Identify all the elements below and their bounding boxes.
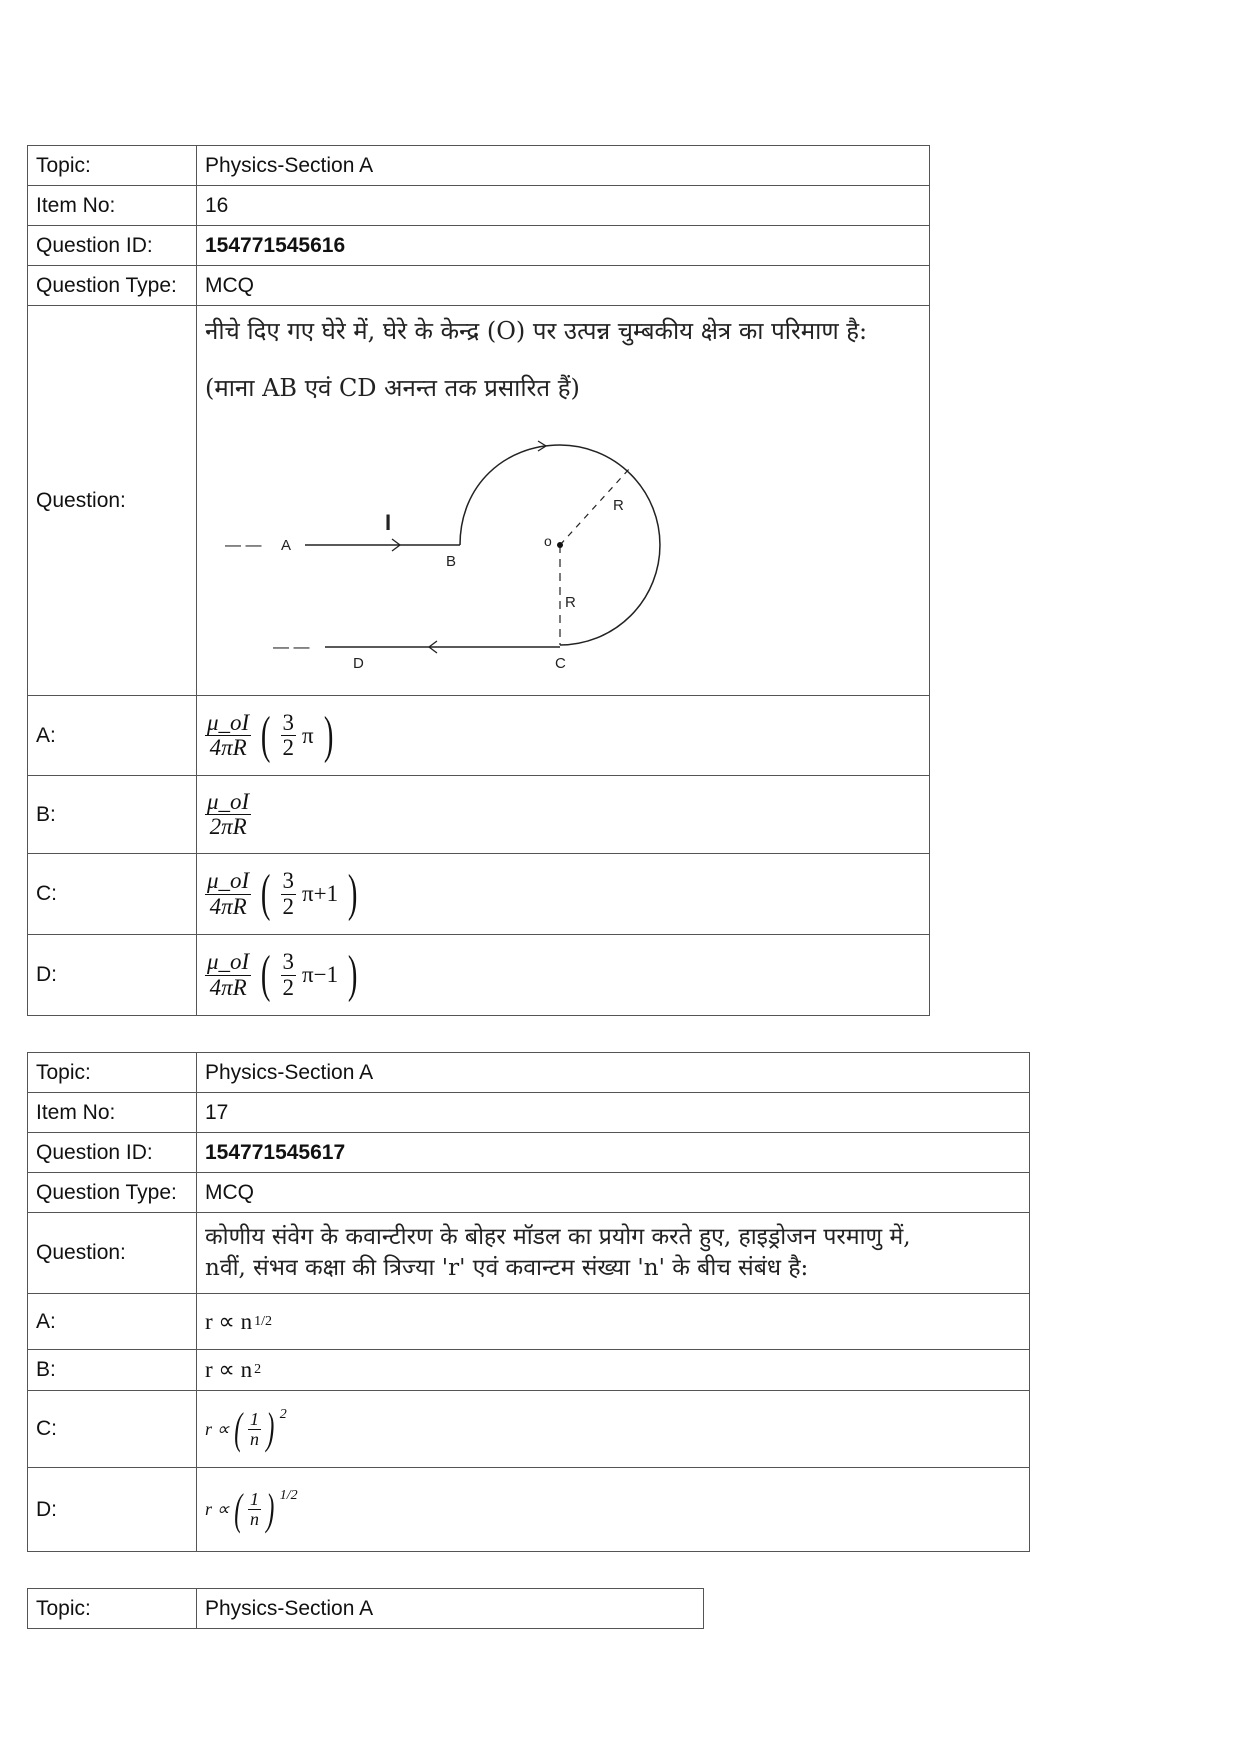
option-a-value: $\frac{\mu\_oI}{4\pi R}$ ( $\frac{3}{2}$ π ) <box>197 696 930 776</box>
center-point <box>557 542 563 548</box>
option-c-inner-num: 3 <box>282 868 295 894</box>
question-label: Question: <box>28 306 197 696</box>
label-r1: R <box>613 496 624 514</box>
option-c-exp: 2 <box>279 1407 287 1422</box>
question-type-label: Question Type: <box>28 1173 197 1213</box>
option-a-inner-den: 2 <box>282 735 295 760</box>
option-c-den: n <box>250 1428 260 1449</box>
option-c-label: C: <box>28 854 197 935</box>
option-d-inner-den: 2 <box>282 974 295 1000</box>
option-a-label: A: <box>28 1294 197 1350</box>
question-body <box>197 306 930 696</box>
option-a-inner-rest: π <box>302 722 314 748</box>
question-16-table <box>27 145 930 1016</box>
option-d-inner-num: 3 <box>282 949 295 975</box>
option-c-label: C: <box>28 1391 197 1468</box>
question-type-label: Question Type: <box>28 266 197 306</box>
option-c-base: r ∝ <box>205 1418 230 1439</box>
option-c-inner-rest: π+1 <box>302 881 339 906</box>
option-d-den: 4πR <box>209 974 247 1000</box>
option-b-value <box>197 1350 1030 1391</box>
topic-value: Physics-Section A <box>197 1589 704 1629</box>
topic-label: Topic: <box>28 146 197 186</box>
option-a-inner-num: 3 <box>282 709 295 735</box>
label-c: C <box>555 654 566 670</box>
dash-a: — — <box>225 536 262 554</box>
option-b-label: B: <box>28 776 197 854</box>
option-d-label: D: <box>28 1468 197 1552</box>
dash-d: — — <box>273 638 310 656</box>
option-b-exp: 2 <box>254 1362 262 1377</box>
item-no-label: Item No: <box>28 1093 197 1133</box>
option-d-base: r ∝ <box>205 1499 230 1519</box>
option-a-base: r ∝ n <box>205 1308 253 1334</box>
option-a-den: 4πR <box>209 735 247 760</box>
option-d-num: μ_oI <box>207 949 250 975</box>
option-d-label: D: <box>28 935 197 1016</box>
circuit-diagram <box>205 410 765 670</box>
question-label: Question: <box>28 1213 197 1294</box>
item-no-value: 17 <box>197 1093 1030 1133</box>
option-d-num: 1 <box>250 1489 260 1510</box>
label-i: I <box>385 509 392 535</box>
question-text-line1: कोणीय संवेग के कवान्टीरण के बोहर मॉडल का प्रयोग करते हुए, हाइड्रोजन परमाणु में, <box>205 1223 911 1250</box>
question-text-line1: नीचे दिए गए घेरे में, घेरे के केन्द्र (O) पर उत्पन्न चुम्बकीय क्षेत्र का परिमाण है: <box>205 317 868 345</box>
option-b-base: r ∝ n <box>205 1357 253 1382</box>
question-type-value: MCQ <box>197 1173 1030 1213</box>
label-d: D <box>353 654 364 670</box>
option-d-inner-rest: π−1 <box>302 962 339 987</box>
question-body <box>197 1213 1030 1294</box>
option-a-num: μ_oI <box>207 709 250 735</box>
option-d-den: n <box>250 1509 260 1529</box>
option-d-value: r ∝ ( $\frac{1}{n}$ ) $^{1/2}$ <box>197 1468 1030 1552</box>
label-o: o <box>544 532 552 549</box>
option-c-num: 1 <box>250 1408 260 1429</box>
question-17-table <box>27 1052 1030 1552</box>
topic-label: Topic: <box>28 1053 197 1093</box>
question-id-value: 154771545616 <box>197 226 930 266</box>
question-type-value: MCQ <box>197 266 930 306</box>
topic-value: Physics-Section A <box>197 1053 1030 1093</box>
option-a-exp: 1/2 <box>254 1313 272 1329</box>
option-c-inner-den: 2 <box>282 893 295 919</box>
option-d-exp: 1/2 <box>279 1487 298 1503</box>
question-id-label: Question ID: <box>28 1133 197 1173</box>
option-c-value: $\frac{\mu\_oI}{4\pi R}$ ( $\frac{3}{2}$ π+1 ) <box>197 854 930 935</box>
topic-label: Topic: <box>28 1589 197 1629</box>
question-text-line2: (माना AB एवं CD अनन्त तक प्रसारित हैं) <box>205 373 580 402</box>
topic-value: Physics-Section A <box>197 146 930 186</box>
option-a-label: A: <box>28 696 197 776</box>
label-r2: R <box>565 593 576 611</box>
question-id-value: 154771545617 <box>197 1133 1030 1173</box>
item-no-value: 16 <box>197 186 930 226</box>
option-b-value <box>197 776 930 854</box>
option-d-value: $\frac{\mu\_oI}{4\pi R}$ ( $\frac{3}{2}$ π−1 ) <box>197 935 930 1016</box>
label-b: B <box>446 552 457 570</box>
option-c-num: μ_oI <box>207 868 250 894</box>
item-no-label: Item No: <box>28 186 197 226</box>
option-a-value <box>197 1294 1030 1350</box>
option-c-value: r ∝ ( $\frac{1}{n}$ ) $^2$ <box>197 1391 1030 1468</box>
question-text-line2: nवीं, संभव कक्षा की त्रिज्या 'r' एवं कवान्टम संख्या 'n' के बीच संबंध है: <box>205 1255 809 1281</box>
option-b-label: B: <box>28 1350 197 1391</box>
option-c-den: 4πR <box>209 893 247 919</box>
question-id-label: Question ID: <box>28 226 197 266</box>
option-b-den: 2πR <box>209 814 247 839</box>
label-a: A <box>281 536 292 554</box>
option-b-num: μ_oI <box>207 788 250 814</box>
question-18-table <box>27 1588 704 1629</box>
